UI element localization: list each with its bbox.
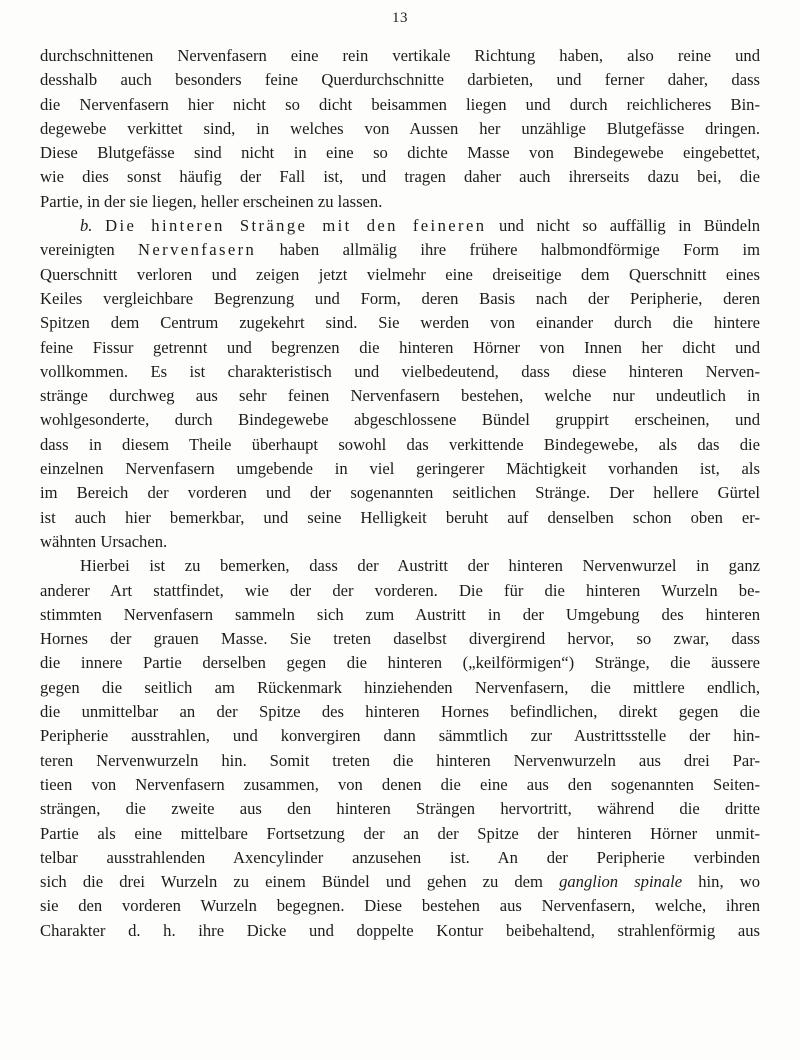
text-line: Hierbei ist zu bemerken, dass der Austritt der hinteren Nervenwurzel in ganz: [80, 556, 760, 576]
page-number: 13: [392, 10, 408, 26]
text-line: wie dies sonst häufig der Fall ist, und tragen daher auch ihrerseits dazu bei, die: [40, 167, 760, 187]
text-line: [40, 870, 760, 894]
text-line: wohlgesonderte, durch Bindegewebe abgeschlossene Bündel gruppirt erscheinen, und: [40, 410, 760, 430]
text-line: Spitzen dem Centrum zugekehrt sind. Sie werden von einander durch die hintere: [40, 313, 760, 333]
text-line: tieen von Nervenfasern zusammen, von denen die eine aus den sogenannten Seiten-: [40, 774, 760, 794]
paragraph-3: [40, 554, 760, 943]
text-line: dass in diesem Theile überhaupt sowohl das verkittende Bindegewebe, als das die: [40, 434, 760, 454]
paragraph-1: [40, 44, 760, 214]
text-line: teren Nervenwurzeln hin. Somit treten die hinteren Nervenwurzeln aus drei Par-: [40, 750, 760, 770]
text-line: strängen, die zweite aus den hinteren Strängen hervortritt, während die dritte: [40, 799, 760, 819]
text-line: telbar ausstrahlenden Axencylinder anzusehen ist. An der Peripherie verbinden: [40, 847, 760, 867]
text-line: feine Fissur getrennt und begrenzen die hinteren Hörner von Innen her dicht und: [40, 337, 760, 357]
text-line: Peripherie ausstrahlen, und konvergiren dann sämmtlich zur Austrittsstelle der hin-: [40, 726, 760, 746]
section-label: b.: [80, 216, 93, 236]
text-column: [40, 44, 760, 943]
text-line: die unmittelbar an der Spitze des hinteren Hornes befindlichen, direkt gegen die: [40, 702, 760, 722]
text-line: Querschnitt verloren und zeigen jetzt vielmehr eine dreiseitige dem Querschnitt eines: [40, 264, 760, 284]
italic-term: ganglion spinale: [559, 872, 683, 892]
paragraph-2: [40, 214, 760, 554]
line-rest: haben allmälig ihre frühere halbmondförmige Form im: [256, 240, 760, 260]
text-line: im Bereich der vorderen und der sogenannten seitlichen Stränge. Der hellere Gürtel: [40, 483, 760, 503]
text-line: sie den vorderen Wurzeln begegnen. Diese bestehen aus Nervenfasern, welche, ihren: [40, 896, 760, 916]
text-line: Partie als eine mittelbare Fortsetzung der an der Spitze der hinteren Hörner unmit-: [40, 823, 760, 843]
text-line: Hornes der grauen Masse. Sie treten daselbst divergirend hervor, so zwar, dass: [40, 629, 760, 649]
text-line: degewebe verkittet sind, in welches von Aussen her unzählige Blutgefässe dringen.: [40, 118, 760, 138]
text-line: [40, 214, 760, 238]
line-start: vereinigten: [40, 240, 139, 260]
line-rest: hin, wo: [682, 872, 760, 892]
text-line: Diese Blutgefässe sind nicht in eine so dichte Masse von Bindegewebe eingebettet,: [40, 143, 760, 163]
text-line: wähnten Ursachen.: [40, 531, 168, 551]
text-line: stimmten Nervenfasern sammeln sich zum Austritt in der Umgebung des hinteren: [40, 604, 760, 624]
line-start: sich die drei Wurzeln zu einem Bündel und gehen zu dem: [40, 872, 560, 892]
text-line: die innere Partie derselben gegen die hinteren („keilförmigen“) Stränge, die äussere: [40, 653, 760, 673]
line-rest: und nicht so auffällig in Bündeln: [486, 216, 760, 236]
text-line: [40, 238, 760, 262]
text-line: einzelnen Nervenfasern umgebende in viel geringerer Mächtigkeit vorhanden ist, als: [40, 459, 760, 479]
text-line: Partie, in der sie liegen, heller erscheinen zu lassen.: [40, 191, 383, 211]
text-line: Keiles vergleichbare Begrenzung und Form, deren Basis nach der Peripherie, deren: [40, 288, 760, 308]
spaced-emphasis: Die hinteren Stränge mit den feineren: [105, 216, 487, 236]
text-line: gegen die seitlich am Rückenmark hinziehenden Nervenfasern, die mittlere endlich,: [40, 677, 760, 697]
text-line: anderer Art stattfindet, wie der der vorderen. Die für die hinteren Wurzeln be-: [40, 580, 760, 600]
text-line: desshalb auch besonders feine Querdurchschnitte darbieten, und ferner daher, dass: [40, 70, 760, 90]
text-line: Charakter d. h. ihre Dicke und doppelte Kontur beibehaltend, strahlenförmig aus: [40, 920, 760, 940]
spaced-emphasis: Nervenfasern: [138, 240, 257, 260]
text-line: vollkommen. Es ist charakteristisch und vielbedeutend, dass diese hinteren Nerven-: [40, 361, 760, 381]
text-line: durchschnittenen Nervenfasern eine rein vertikale Richtung haben, also reine und: [40, 46, 760, 65]
text-line: ist auch hier bemerkbar, und seine Helligkeit beruht auf denselben schon oben er-: [40, 507, 760, 527]
text-line: stränge durchweg aus sehr feinen Nervenfasern bestehen, welche nur undeutlich in: [40, 386, 760, 406]
text-line: die Nervenfasern hier nicht so dicht beisammen liegen und durch reichlicheres Bin-: [40, 94, 760, 114]
